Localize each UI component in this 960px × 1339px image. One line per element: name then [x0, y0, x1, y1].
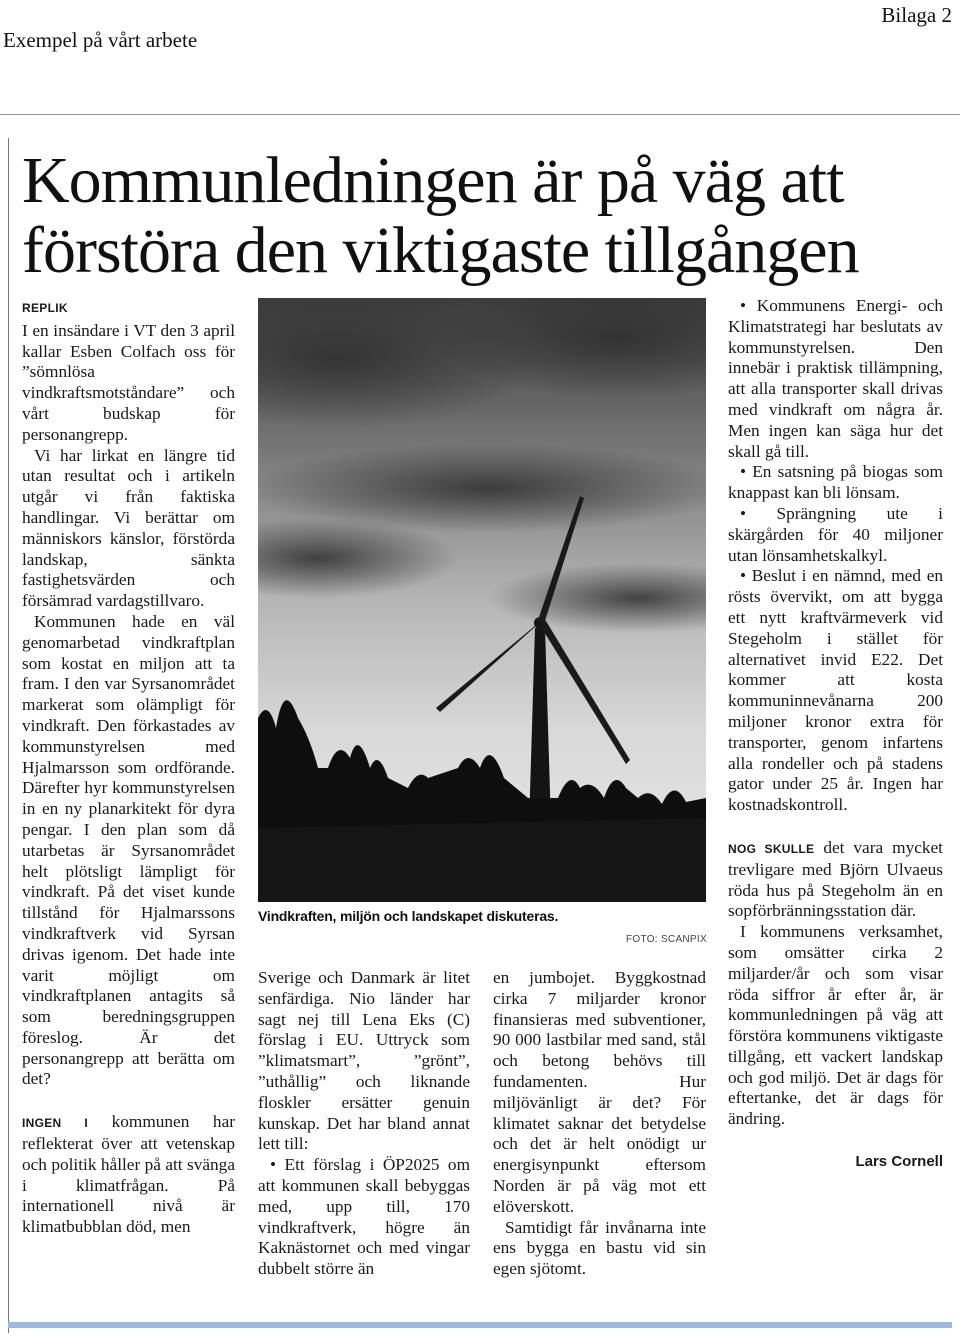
article-column-3 [493, 968, 706, 1280]
paragraph: Samtidigt får invånarna inte ens bygga en bastu vid sin egen sjötomt. [493, 1217, 706, 1279]
scan-edge-band [8, 1322, 952, 1328]
photo-caption: Vindkraften, miljön och landskapet diskuteras. [258, 908, 559, 924]
section-kicker: INGEN I [22, 1116, 89, 1131]
paragraph: en jumbojet. Byggkostnad cirka 7 miljarder kronor finansieras med subventioner, 90 000 lastbilar med sand, stål och betong behövs till fundamenten. Hur miljövänligt är det? För klimatet saknar det betydelse och det är helt onödigt ur energisynpunkt eftersom Norden är på väg mot ett elöverskott. [493, 968, 706, 1216]
paragraph [22, 1112, 235, 1238]
section-kicker: NOG SKULLE [728, 841, 815, 856]
photo-graphic [258, 298, 706, 902]
appendix-label: Bilaga 2 [881, 3, 952, 27]
article-kicker: REPLIK [22, 301, 68, 315]
paragraph: Vi har lirkat en längre tid utan resultat och i artikeln utgår vi från faktiska handlingar. Vi berättar om människors känslor, förstörda landskap, sänkta fastighetsvärden och försämrad vardagstillvaro. [22, 445, 235, 611]
paragraph-text: kommunen har reflekterat över att vetenskap och politik håller på att svänga i klimatfrågan. På internationell nivå är klimatbubblan död, men [22, 1112, 235, 1237]
paragraph [728, 838, 943, 922]
article-headline: Kommunledningen är på väg att förstöra den viktigaste tillgången [22, 144, 859, 287]
bullet-item: • Beslut i en nämnd, med en rösts övervikt, om att bygga ett nytt kraftvärmeverk vid Stegeholm i stället för alternativet invid E22. Det kommer att kosta kommuninnevånarna 200 miljoner kronor extra för transporter, genom infartens alla rondeller och på stadens gator under 25 år. Ingen har kostnadskontroll. [728, 566, 943, 816]
bullet-item: • Sprängning ute i skärgården för 40 miljoner utan lönsamhetskalkyl. [728, 504, 943, 566]
article-column-4 [728, 296, 943, 1173]
paragraph: I en insändare i VT den 3 april kallar Esben Colfach oss för ”sömnlösa vindkraftsmotståndare” och vårt budskap för personangrepp. [22, 320, 235, 444]
wind-turbine-photo [258, 298, 706, 902]
paragraph: I kommunens verksamhet, som omsätter cirka 2 miljarder/år och som visar röda siffror år efter år, är kommunledningen på väg att förstöra kommunens viktigaste tillgång, ett vackert landskap och god miljö. Det är dags för eftertanke, det är dags för ändring. [728, 922, 943, 1129]
bullet-item: • Ett förslag i ÖP2025 om att kommunen skall bebyggas med, upp till, 170 vindkraftverk, högre än Kaknästornet och med vingar dubbelt större än [258, 1155, 470, 1280]
document-label: Exempel på vårt arbete [3, 28, 198, 52]
paragraph: Sverige och Danmark är litet senfärdiga. Nio länder har sagt nej till Lena Eks (C) förslag i EU. Uttryck som ”klimatsmart”, ”grönt”, ”uthållig” och liknande floskler ersätter genuin kunskap. Det har bland annat lett till: [258, 968, 470, 1154]
header-divider [0, 114, 960, 115]
bullet-item: • Kommunens Energi- och Klimatstrategi har beslutats av kommunstyrelsen. Den innebär i praktisk tillämpning, att alla transporter skall drivas med vindkraft om några år. Men ingen kan säga hur det skall gå till. [728, 296, 943, 462]
bullet-item: • En satsning på biogas som knappast kan bli lönsam. [728, 462, 943, 504]
clipping-edge [8, 138, 9, 1333]
author-byline: Lars Cornell [855, 1153, 943, 1171]
paragraph-text: det vara mycket trevligare med Björn Ulvaeus röda hus på Stegeholm än en sopförbränningsstation där. [728, 837, 943, 921]
paragraph: Kommunen hade en väl genomarbetad vindkraftplan som kostat en miljon att ta fram. I den var Syrsanområdet markerat som olämpligt för vindkraft. Den förkastades av kommunstyrelsen med Hjalmarsson som ordförande. Därefter hyr kommunstyrelsen in en ny planarkitekt för dyra pengar. I den plan som då utarbetas är Syrsanområdet helt plötsligt lämpligt för vindkraft. På det viset kunde tillstånd för Hjalmarssons vindkraftverk vid Syrsan drivas igenom. Det hade inte varit möjligt om vindkraftplanen antagits så som beredningsgruppen föreslog. Är det personangrepp att berätta om det? [22, 611, 235, 1089]
article-column-1 [22, 298, 235, 1238]
photo-credit: FOTO: SCANPIX [626, 934, 707, 945]
article-column-2 [258, 968, 470, 1280]
